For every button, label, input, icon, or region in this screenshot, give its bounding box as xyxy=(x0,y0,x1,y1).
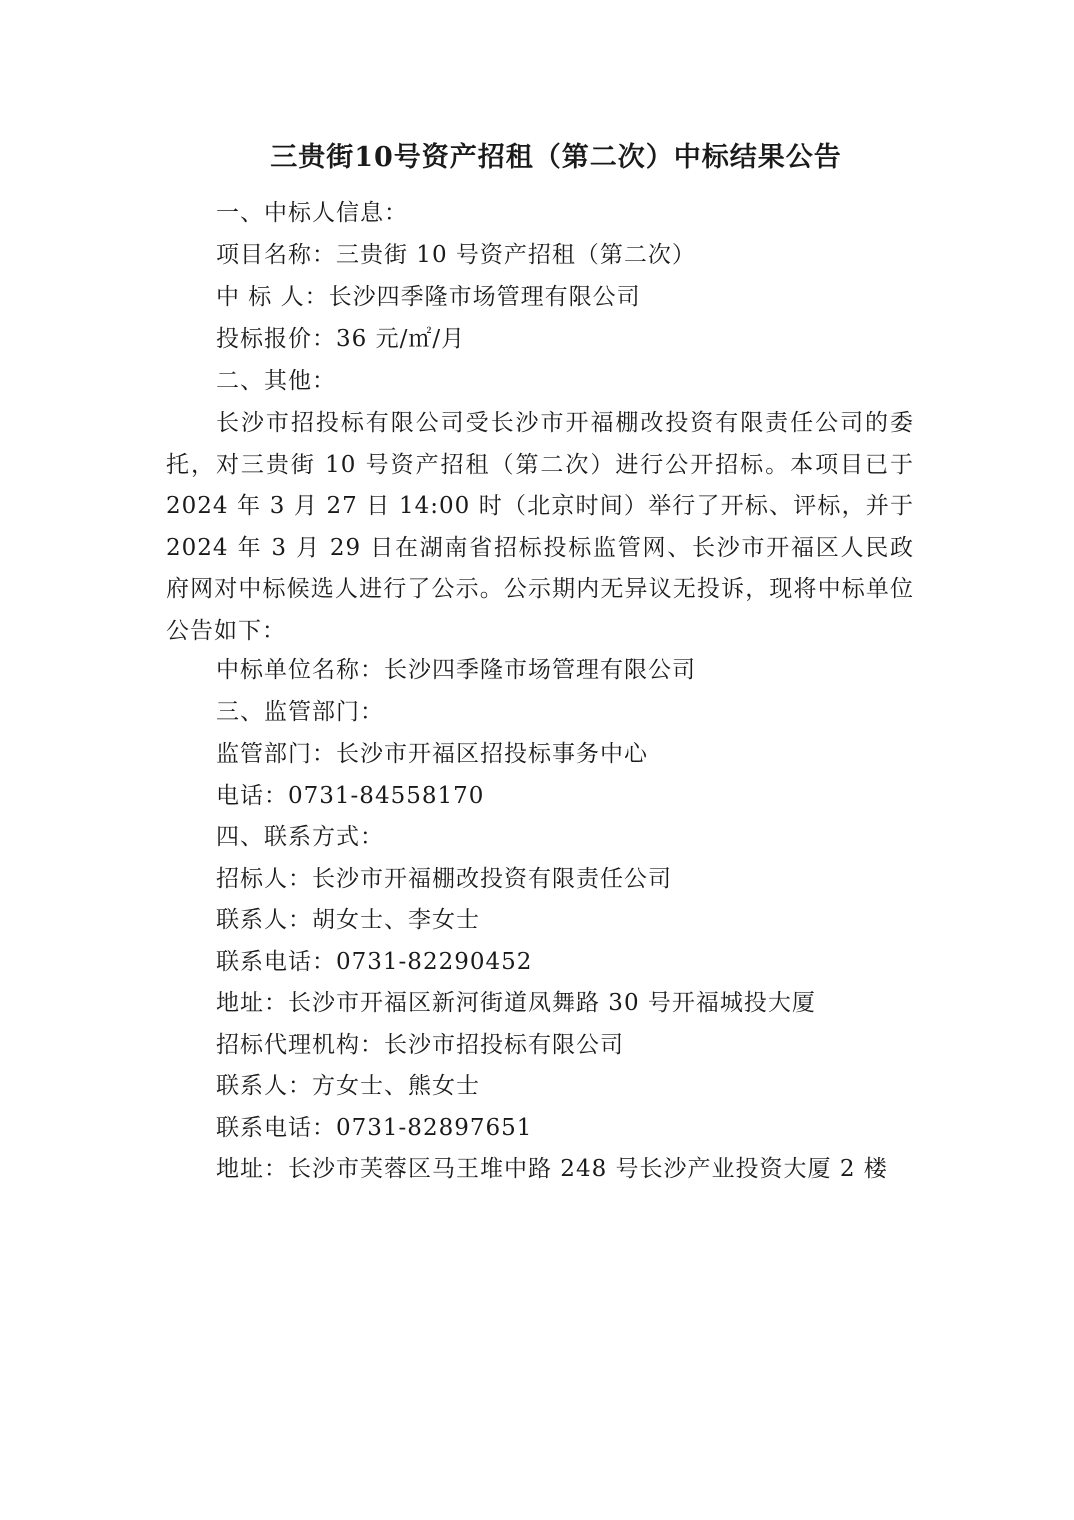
section2-body: 长沙市招投标有限公司受长沙市开福棚改投资有限责任公司的委托，对三贵街 10 号资产招租（第二次）进行公开招标。本项目已于 2024 年 3 月 27 日 14:00 时（北京时间）举行了开标、评标，并于 2024 年 3 月 29 日在湖南省招标投标监管网、长沙市开福区人民政府网对中标候选人进行了公示。公示期内无异议无投诉，现将中标单位公告如下： xyxy=(166,410,914,644)
section4-heading: 四、联系方式： xyxy=(216,824,384,850)
document-title: 三贵街10号资产招租（第二次）中标结果公告 xyxy=(270,142,842,173)
section1-heading: 一、中标人信息： xyxy=(216,200,408,226)
section3-heading: 三、监管部门： xyxy=(216,699,384,725)
agency-contact: 联系人：方女士、熊女士 xyxy=(216,1073,480,1099)
winner: 中 标 人：长沙四季隆市场管理有限公司 xyxy=(216,284,641,310)
agency: 招标代理机构：长沙市招投标有限公司 xyxy=(216,1032,624,1058)
supervising-phone: 电话：0731-84558170 xyxy=(216,783,485,809)
tenderer-contact: 联系人：胡女士、李女士 xyxy=(216,907,480,933)
tenderer-address: 地址：长沙市开福区新河街道凤舞路 30 号开福城投大厦 xyxy=(216,990,816,1016)
winner-unit: 中标单位名称：长沙四季隆市场管理有限公司 xyxy=(216,657,696,683)
tenderer-phone: 联系电话：0731-82290452 xyxy=(216,949,533,975)
tenderer: 招标人：长沙市开福棚改投资有限责任公司 xyxy=(216,866,672,892)
agency-address: 地址：长沙市芙蓉区马王堆中路 248 号长沙产业投资大厦 2 楼 xyxy=(216,1156,888,1182)
bid-price: 投标报价：36 元/㎡/月 xyxy=(216,326,466,352)
project-name: 项目名称：三贵街 10 号资产招租（第二次） xyxy=(216,242,696,268)
supervising-department: 监管部门：长沙市开福区招投标事务中心 xyxy=(216,741,648,767)
agency-phone: 联系电话：0731-82897651 xyxy=(216,1115,533,1141)
section2-heading: 二、其他： xyxy=(216,368,336,394)
